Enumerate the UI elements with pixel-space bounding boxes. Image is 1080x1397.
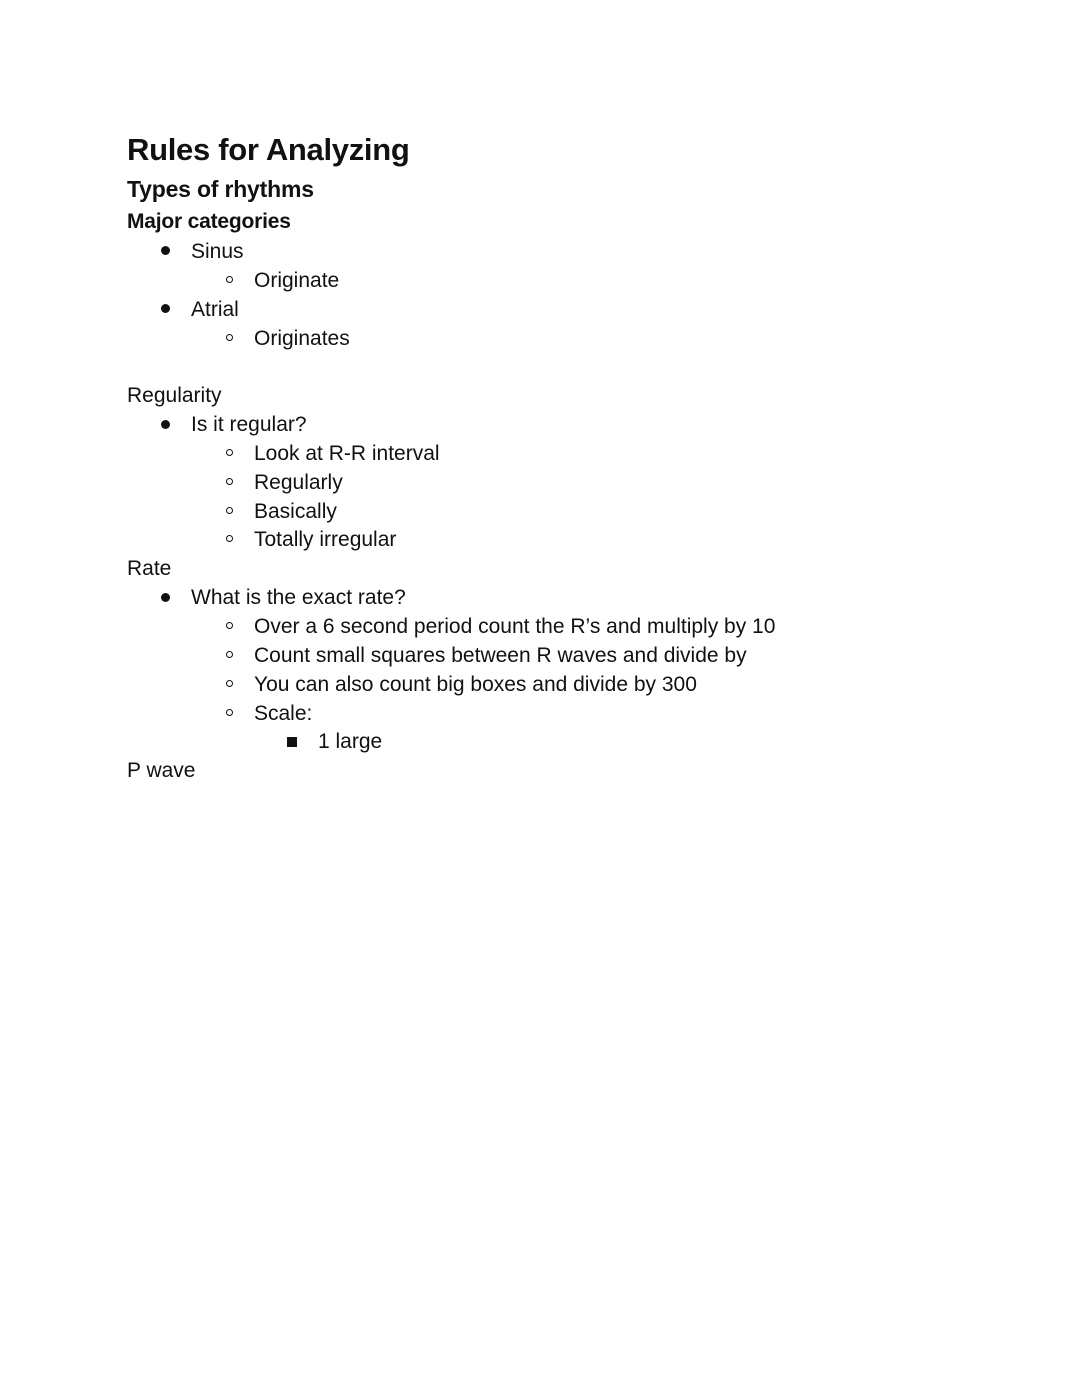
list-subitem: Regularly	[254, 471, 343, 494]
section-heading-p-wave: P wave	[127, 759, 196, 782]
section-heading-major-categories: Major categories	[127, 210, 291, 233]
list-subitem: You can also count big boxes and divide by 300	[254, 673, 697, 696]
bullet-circle-icon	[226, 651, 233, 658]
list-subitem: Over a 6 second period count the R’s and multiply by 10	[254, 615, 776, 638]
bullet-disc-icon	[161, 246, 170, 255]
bullet-circle-icon	[226, 449, 233, 456]
list-subitem: Count small squares between R waves and divide by	[254, 644, 747, 667]
list-item: Sinus	[191, 240, 244, 263]
page-subtitle: Types of rhythms	[127, 176, 314, 202]
list-subsubitem: 1 large	[318, 730, 383, 753]
list-subitem: Originate	[254, 269, 340, 292]
list-subitem: Originates	[254, 327, 350, 350]
bullet-circle-icon	[226, 709, 233, 716]
bullet-disc-icon	[161, 304, 170, 313]
list-subitem: Totally irregular	[254, 528, 397, 551]
page-title: Rules for Analyzing	[127, 132, 410, 167]
list-subitem: Basically	[254, 500, 337, 523]
bullet-square-icon	[287, 737, 297, 747]
list-item: What is the exact rate?	[191, 586, 406, 609]
list-subitem: Scale:	[254, 702, 313, 725]
section-heading-rate: Rate	[127, 557, 172, 580]
bullet-circle-icon	[226, 622, 233, 629]
bullet-disc-icon	[161, 420, 170, 429]
list-subitem: Look at R-R interval	[254, 442, 440, 465]
bullet-circle-icon	[226, 478, 233, 485]
bullet-circle-icon	[226, 535, 233, 542]
bullet-circle-icon	[226, 507, 233, 514]
bullet-circle-icon	[226, 680, 233, 687]
list-item: Is it regular?	[191, 413, 307, 436]
bullet-circle-icon	[226, 334, 233, 341]
bullet-circle-icon	[226, 276, 233, 283]
bullet-disc-icon	[161, 593, 170, 602]
section-heading-regularity: Regularity	[127, 384, 222, 407]
list-item: Atrial	[191, 298, 239, 321]
